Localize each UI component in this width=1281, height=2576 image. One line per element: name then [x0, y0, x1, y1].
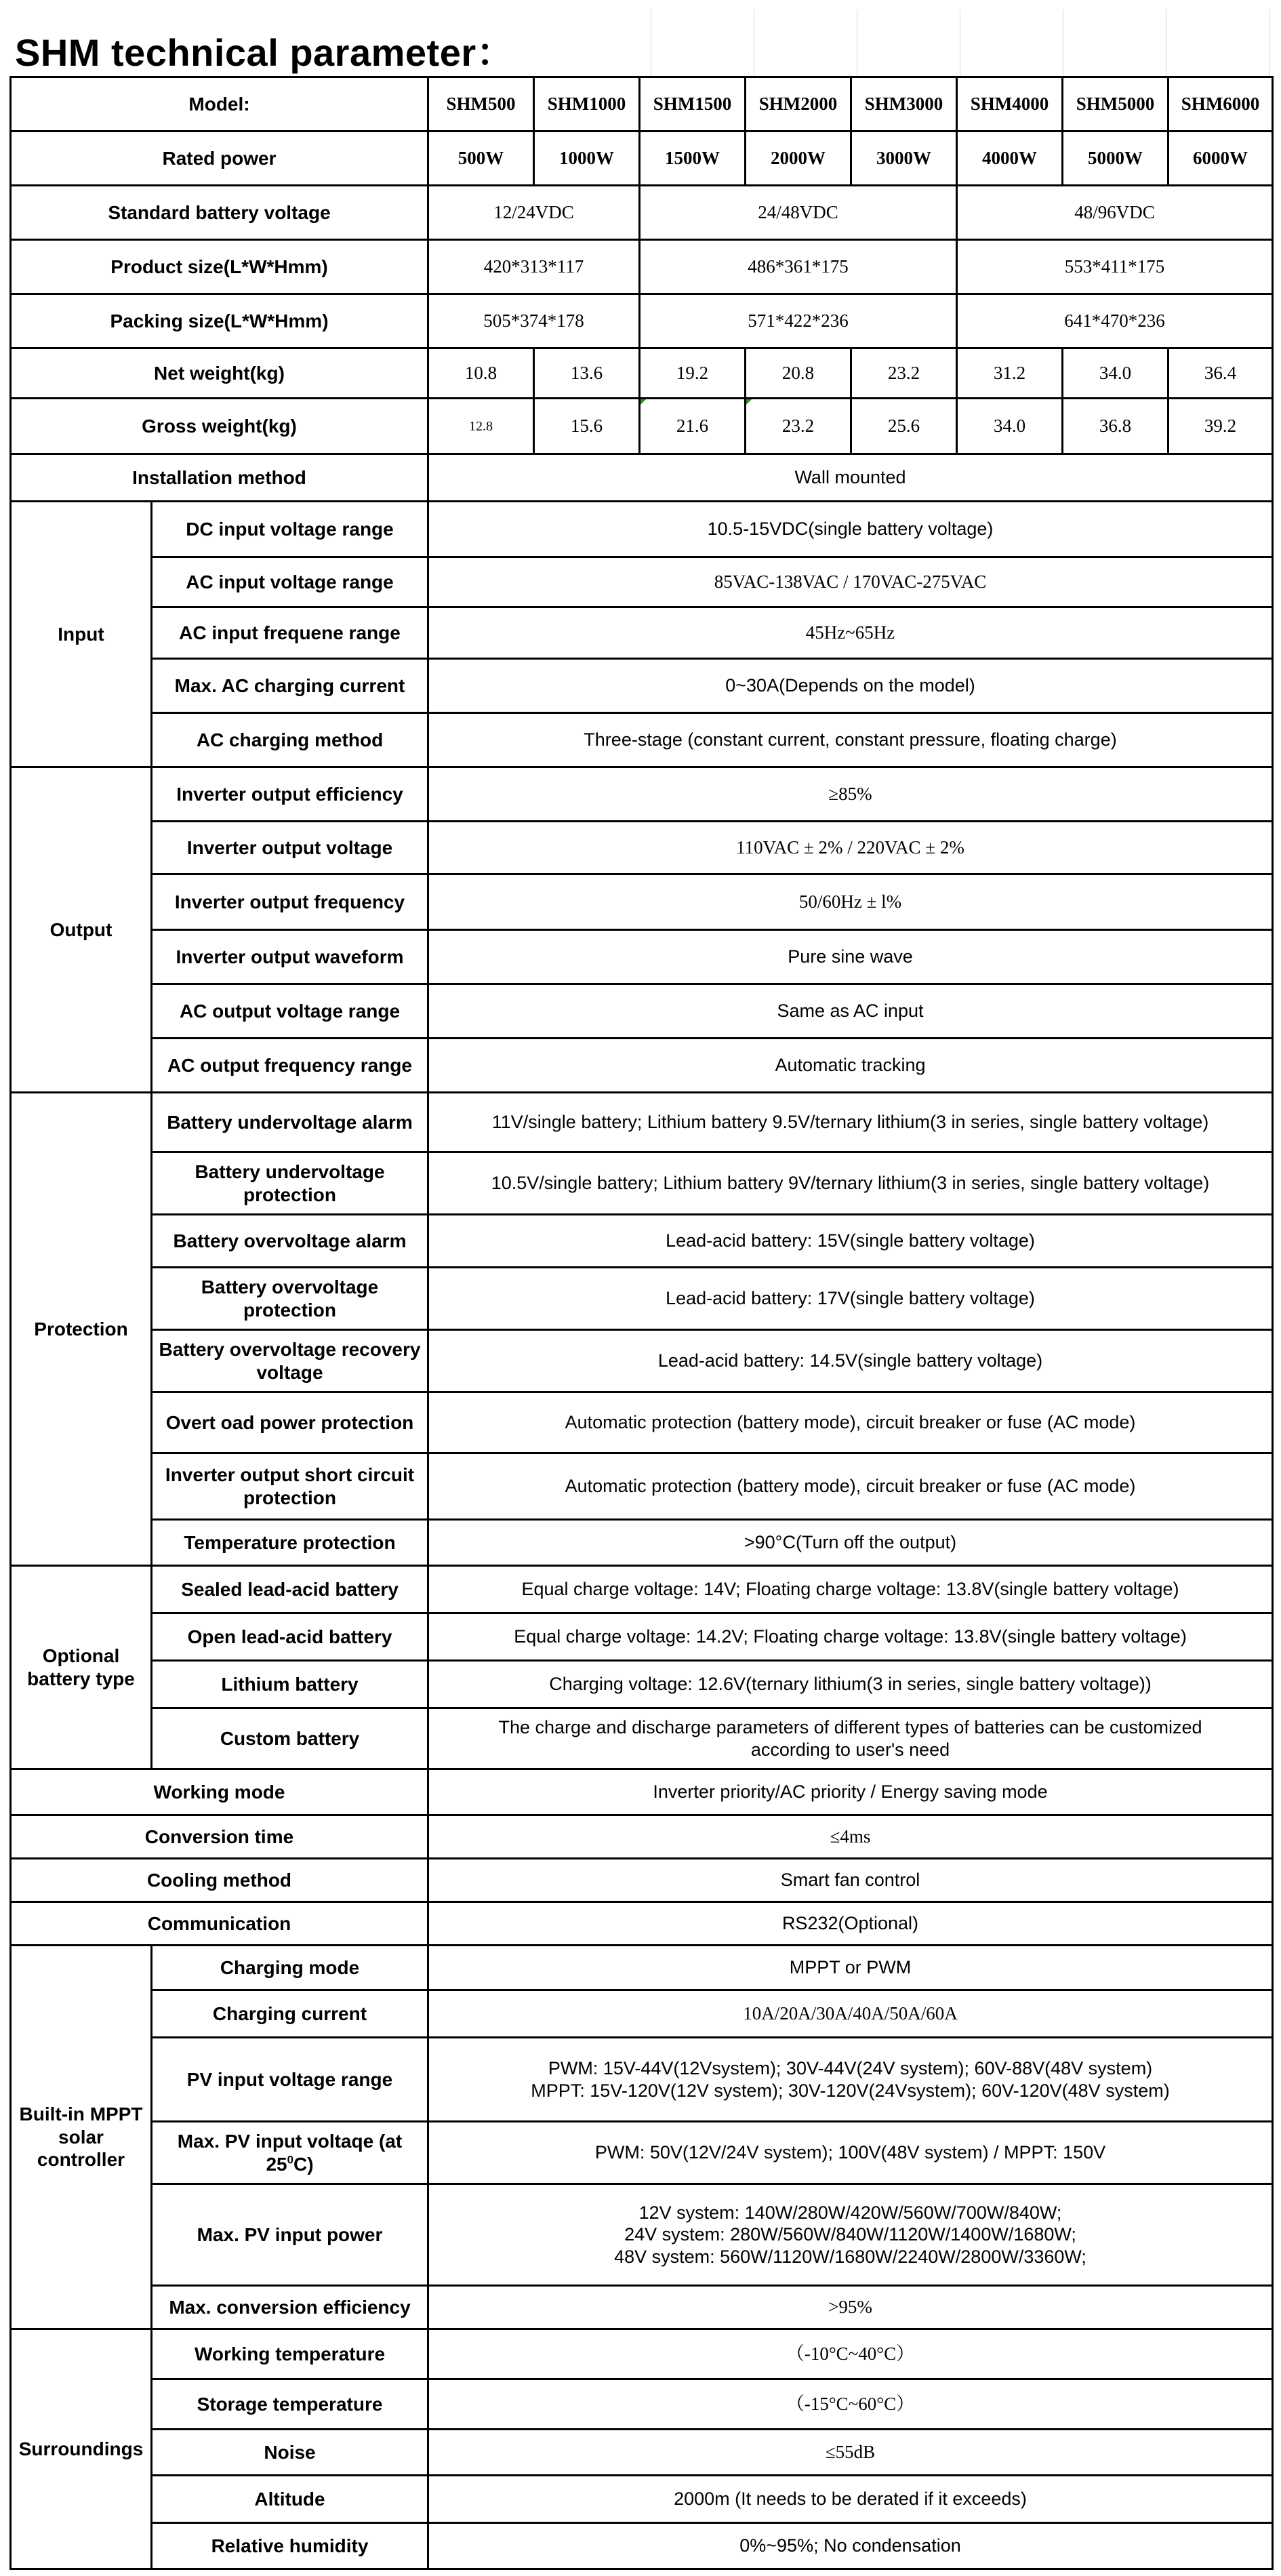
row-label — [152, 2122, 428, 2184]
group-label-input: Input — [11, 502, 152, 767]
row-label: AC output frequency range — [152, 1039, 428, 1093]
group-label-surroundings: Surroundings — [11, 2329, 152, 2569]
value-cell: 11V/single battery; Lithium battery 9.5V/ternary lithium(3 in series, single battery voltage) — [428, 1093, 1273, 1152]
value-cell: Three-stage (constant current, constant pressure, floating charge) — [428, 713, 1273, 767]
value-cell: RS232(Optional) — [428, 1902, 1273, 1946]
row-label: Rated power — [11, 132, 428, 186]
table-row — [11, 1093, 1273, 1152]
table-row — [11, 822, 1273, 874]
value-cell: 500W — [428, 132, 534, 186]
spec-table — [9, 76, 1274, 2570]
pv-range-line: MPPT: 15V-120V(12V system); 30V-120V(24Vsystem); 60V-120V(48V system) — [531, 2080, 1170, 2101]
table-row — [11, 874, 1273, 930]
row-label: Max. conversion efficiency — [152, 2286, 428, 2329]
row-label: Working mode — [11, 1769, 428, 1815]
value-cell: （-10°C~40°C） — [428, 2329, 1273, 2379]
table-row — [11, 2379, 1273, 2430]
value-cell: 23.2 — [851, 348, 957, 399]
value-cell: 50/60Hz ± l% — [428, 874, 1273, 930]
value-cell: 85VAC-138VAC / 170VAC-275VAC — [428, 557, 1273, 607]
table-row — [11, 2476, 1273, 2523]
row-label: Inverter output efficiency — [152, 767, 428, 822]
value-cell: 20.8 — [746, 348, 851, 399]
model-cell: SHM2000 — [746, 77, 851, 132]
value-cell: Same as AC input — [428, 984, 1273, 1039]
row-label: Storage temperature — [152, 2379, 428, 2430]
table-row — [11, 713, 1273, 767]
value-cell: 36.8 — [1063, 399, 1168, 454]
value-cell: Charging voltage: 12.6V(ternary lithium(3 in series, single battery voltage)) — [428, 1661, 1273, 1708]
value-cell — [428, 2038, 1273, 2122]
value-cell: 19.2 — [640, 348, 746, 399]
row-label: AC input voltage range — [152, 557, 428, 607]
value-cell: 23.2 — [746, 399, 851, 454]
row-label: Altitude — [152, 2476, 428, 2523]
row-label: Battery undervoltage protection — [152, 1152, 428, 1215]
table-row-rated-power — [11, 132, 1273, 186]
table-row — [11, 1039, 1273, 1093]
value-cell: 505*374*178 — [428, 294, 640, 348]
row-label: Overt oad power protection — [152, 1392, 428, 1453]
value-cell: Equal charge voltage: 14.2V; Floating charge voltage: 13.8V(single battery voltage) — [428, 1613, 1273, 1661]
row-label: Inverter output waveform — [152, 930, 428, 984]
pv-power-line: 12V system: 140W/280W/420W/560W/700W/840W; — [638, 2202, 1062, 2223]
value-cell: PWM: 50V(12V/24V system); 100V(48V system) / MPPT: 150V — [428, 2122, 1273, 2184]
pv-power-line: 24V system: 280W/560W/840W/1120W/1400W/1680W; — [624, 2224, 1076, 2245]
table-row — [11, 767, 1273, 822]
value-cell: 34.0 — [1063, 348, 1168, 399]
table-row — [11, 1215, 1273, 1268]
row-label: Open lead-acid battery — [152, 1613, 428, 1661]
row-label: Model: — [11, 77, 428, 132]
table-row-net-weight — [11, 348, 1273, 399]
value-cell: 571*422*236 — [640, 294, 957, 348]
table-row — [11, 2286, 1273, 2329]
value-cell: 2000m (It needs to be derated if it exceeds) — [428, 2476, 1273, 2523]
row-label: Inverter output short circuit protection — [152, 1453, 428, 1520]
value-cell: 420*313*117 — [428, 240, 640, 294]
label-text: C) — [293, 2153, 314, 2175]
value-cell: Pure sine wave — [428, 930, 1273, 984]
table-row-product-size — [11, 240, 1273, 294]
group-label-output: Output — [11, 767, 152, 1093]
background-grid — [651, 9, 1271, 77]
table-row-gross-weight — [11, 399, 1273, 454]
value-cell: 110VAC ± 2% / 220VAC ± 2% — [428, 822, 1273, 874]
value-cell: The charge and discharge parameters of different types of batteries can be customized according to user's need — [428, 1708, 1273, 1769]
table-row — [11, 502, 1273, 557]
table-row — [11, 1708, 1273, 1769]
value-cell: 12/24VDC — [428, 186, 640, 240]
value-cell: Automatic protection (battery mode), circuit breaker or fuse (AC mode) — [428, 1453, 1273, 1520]
group-label-protection: Protection — [11, 1093, 152, 1566]
table-row-model — [11, 77, 1273, 132]
value-cell: 553*411*175 — [957, 240, 1273, 294]
table-row — [11, 1815, 1273, 1859]
value-cell: Lead-acid battery: 17V(single battery voltage) — [428, 1268, 1273, 1330]
value-cell: 10A/20A/30A/40A/50A/60A — [428, 1990, 1273, 2038]
value-cell: （-15°C~60°C） — [428, 2379, 1273, 2430]
table-row-installation — [11, 454, 1273, 502]
value-cell: 0%~95%; No condensation — [428, 2523, 1273, 2569]
value-cell: 45Hz~65Hz — [428, 607, 1273, 659]
pv-power-line: 48V system: 560W/1120W/1680W/2240W/2800W/3360W; — [614, 2246, 1086, 2267]
value-cell: ≤4ms — [428, 1815, 1273, 1859]
model-cell: SHM4000 — [957, 77, 1063, 132]
row-label: Net weight(kg) — [11, 348, 428, 399]
model-cell: SHM5000 — [1063, 77, 1168, 132]
row-label: Sealed lead-acid battery — [152, 1566, 428, 1613]
value-cell: 4000W — [957, 132, 1063, 186]
row-label: Max. AC charging current — [152, 659, 428, 713]
row-label: Battery overvoltage protection — [152, 1268, 428, 1330]
table-row — [11, 607, 1273, 659]
value-cell: >90°C(Turn off the output) — [428, 1520, 1273, 1566]
value-cell: 31.2 — [957, 348, 1063, 399]
table-row — [11, 1990, 1273, 2038]
row-label: Inverter output voltage — [152, 822, 428, 874]
row-label: Communication — [11, 1902, 428, 1946]
row-label: PV input voltage range — [152, 2038, 428, 2122]
row-label: Product size(L*W*Hmm) — [11, 240, 428, 294]
row-label: Custom battery — [152, 1708, 428, 1769]
group-label-battery-type: Optional battery type — [11, 1566, 152, 1769]
value-cell: 1000W — [534, 132, 640, 186]
value-cell: 5000W — [1063, 132, 1168, 186]
value-cell: 3000W — [851, 132, 957, 186]
value-cell: 2000W — [746, 132, 851, 186]
value-cell: Lead-acid battery: 15V(single battery voltage) — [428, 1215, 1273, 1268]
table-row — [11, 1330, 1273, 1392]
value-cell: 13.6 — [534, 348, 640, 399]
value-cell: 0~30A(Depends on the model) — [428, 659, 1273, 713]
table-row — [11, 1769, 1273, 1815]
page-title: SHM technical parameter： — [15, 31, 515, 74]
row-label: Battery overvoltage alarm — [152, 1215, 428, 1268]
row-label: DC input voltage range — [152, 502, 428, 557]
row-label: Temperature protection — [152, 1520, 428, 1566]
value-cell: Smart fan control — [428, 1859, 1273, 1902]
value-cell: 10.8 — [428, 348, 534, 399]
row-label: Charging current — [152, 1990, 428, 2038]
row-label: Inverter output frequency — [152, 874, 428, 930]
value-cell: ≥85% — [428, 767, 1273, 822]
table-row — [11, 1661, 1273, 1708]
label-text: Max. PV input voltaqe (at 25 — [177, 2130, 403, 2175]
value-cell: 10.5V/single battery; Lithium battery 9V/ternary lithium(3 in series, single battery voltage) — [428, 1152, 1273, 1215]
table-row-packing-size — [11, 294, 1273, 348]
model-cell: SHM1500 — [640, 77, 746, 132]
value-cell: 6000W — [1168, 132, 1273, 186]
table-row-battery-voltage — [11, 186, 1273, 240]
table-row — [11, 2430, 1273, 2476]
row-label: Conversion time — [11, 1815, 428, 1859]
value-cell: 36.4 — [1168, 348, 1273, 399]
value-cell: Lead-acid battery: 14.5V(single battery voltage) — [428, 1330, 1273, 1392]
group-label-mppt: Built-in MPPT solar controller — [11, 1946, 152, 2329]
table-row — [11, 1902, 1273, 1946]
row-label: AC input frequene range — [152, 607, 428, 659]
table-row — [11, 2523, 1273, 2569]
table-row — [11, 659, 1273, 713]
row-label: Installation method — [11, 454, 428, 502]
value-cell — [428, 2184, 1273, 2286]
value-cell: 34.0 — [957, 399, 1063, 454]
table-row — [11, 1392, 1273, 1453]
value-cell: 25.6 — [851, 399, 957, 454]
pv-range-line: PWM: 15V-44V(12Vsystem); 30V-44V(24V system); 60V-88V(48V system) — [548, 2058, 1153, 2079]
label-superscript: 0 — [287, 2153, 293, 2167]
table-row — [11, 2038, 1273, 2122]
value-cell: Inverter priority/AC priority / Energy saving mode — [428, 1769, 1273, 1815]
value-cell: Equal charge voltage: 14V; Floating charge voltage: 13.8V(single battery voltage) — [428, 1566, 1273, 1613]
value-cell: Automatic protection (battery mode), circuit breaker or fuse (AC mode) — [428, 1392, 1273, 1453]
table-row — [11, 1566, 1273, 1613]
value-cell: 21.6 — [640, 399, 746, 454]
value-cell: 15.6 — [534, 399, 640, 454]
value-cell: 24/48VDC — [640, 186, 957, 240]
row-label: Charging mode — [152, 1946, 428, 1990]
value-cell: 48/96VDC — [957, 186, 1273, 240]
row-label: Noise — [152, 2430, 428, 2476]
table-row — [11, 2329, 1273, 2379]
value-cell: 39.2 — [1168, 399, 1273, 454]
value-cell: ≤55dB — [428, 2430, 1273, 2476]
table-row — [11, 1613, 1273, 1661]
row-label: Working temperature — [152, 2329, 428, 2379]
value-cell: 10.5-15VDC(single battery voltage) — [428, 502, 1273, 557]
value-cell: 1500W — [640, 132, 746, 186]
row-label: AC charging method — [152, 713, 428, 767]
row-label: Gross weight(kg) — [11, 399, 428, 454]
model-cell: SHM500 — [428, 77, 534, 132]
row-label: Relative humidity — [152, 2523, 428, 2569]
model-cell: SHM3000 — [851, 77, 957, 132]
value-cell: 486*361*175 — [640, 240, 957, 294]
value-cell: >95% — [428, 2286, 1273, 2329]
table-row — [11, 2122, 1273, 2184]
row-label: Packing size(L*W*Hmm) — [11, 294, 428, 348]
row-label: Battery undervoltage alarm — [152, 1093, 428, 1152]
row-label: Battery overvoltage recovery voltage — [152, 1330, 428, 1392]
table-row — [11, 1268, 1273, 1330]
row-label: AC output voltage range — [152, 984, 428, 1039]
table-row — [11, 1859, 1273, 1902]
model-cell: SHM6000 — [1168, 77, 1273, 132]
row-label: Max. PV input power — [152, 2184, 428, 2286]
table-row — [11, 557, 1273, 607]
value-cell: Wall mounted — [428, 454, 1273, 502]
table-row — [11, 1520, 1273, 1566]
table-row — [11, 2184, 1273, 2286]
value-cell: 641*470*236 — [957, 294, 1273, 348]
table-row — [11, 930, 1273, 984]
table-row — [11, 1453, 1273, 1520]
table-row — [11, 1152, 1273, 1215]
value-cell: 12.8 — [428, 399, 534, 454]
table-row — [11, 984, 1273, 1039]
model-cell: SHM1000 — [534, 77, 640, 132]
value-cell: Automatic tracking — [428, 1039, 1273, 1093]
value-cell: MPPT or PWM — [428, 1946, 1273, 1990]
row-label: Cooling method — [11, 1859, 428, 1902]
row-label: Standard battery voltage — [11, 186, 428, 240]
table-row — [11, 1946, 1273, 1990]
row-label: Lithium battery — [152, 1661, 428, 1708]
